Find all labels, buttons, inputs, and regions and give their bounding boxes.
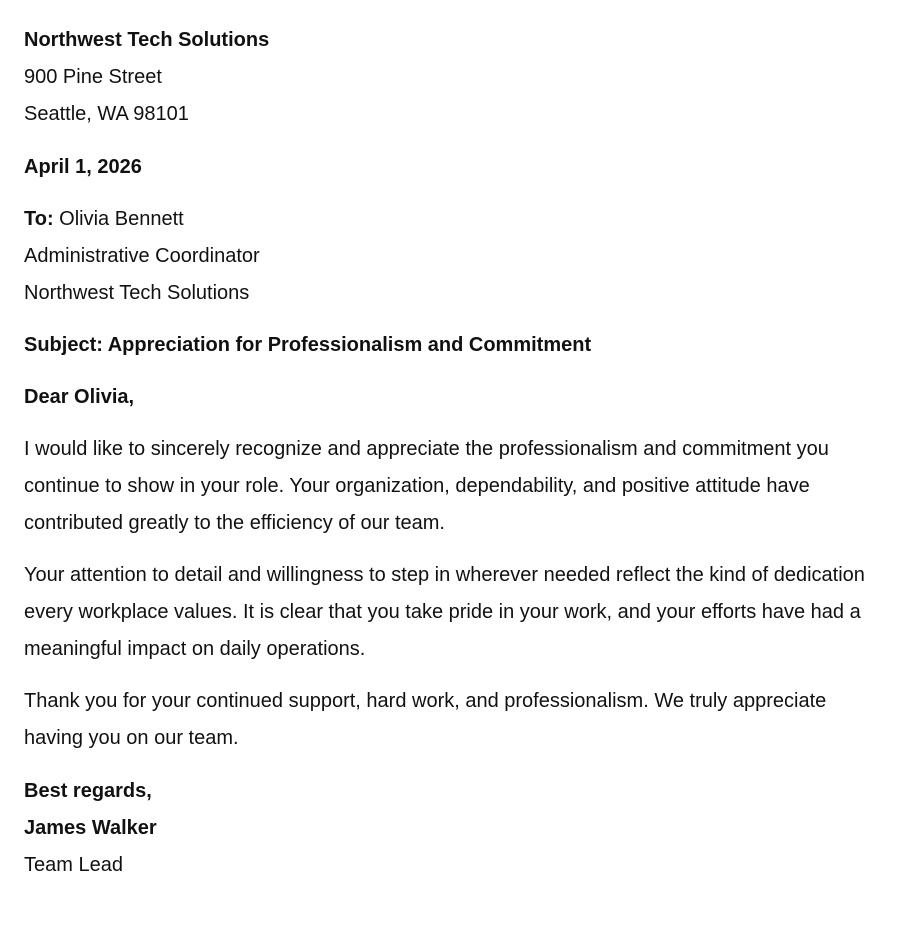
recipient-organization: Northwest Tech Solutions	[24, 282, 250, 304]
paragraph-text: Your attention to detail and willingness to step in wherever needed reflect the kind of dedication every workplace values. It is clear that you take pride in your work, and your efforts have had a meaningful impact on daily operations.	[24, 564, 865, 660]
paragraph-text: Thank you for your continued support, hard work, and professionalism. We truly appreciate having you on our team.	[24, 690, 827, 749]
recipient-name: Olivia Bennett	[53, 208, 184, 230]
letter-body	[24, 22, 876, 884]
closing-phrase: Best regards,	[24, 780, 152, 802]
subject-block	[24, 327, 876, 364]
date-block	[24, 149, 876, 186]
letter-date: April 1, 2026	[24, 156, 142, 178]
subject-line: Subject: Appreciation for Professionalism and Commitment	[24, 334, 592, 356]
body-paragraph-3	[24, 683, 876, 757]
signer-name: James Walker	[24, 817, 157, 839]
sender-city-state-zip: Seattle, WA 98101	[24, 103, 189, 125]
salutation-line: Dear Olivia,	[24, 386, 135, 408]
paragraph-text: I would like to sincerely recognize and appreciate the professionalism and commitment you continue to show in your role. Your organization, dependability, and positive attitude have contributed greatly to the efficiency of our team.	[24, 438, 829, 534]
body-paragraph-1	[24, 431, 876, 542]
closing-block	[24, 773, 876, 884]
recipient-block	[24, 201, 876, 312]
recipient-title: Administrative Coordinator	[24, 245, 260, 267]
sender-organization: Northwest Tech Solutions	[24, 29, 270, 51]
recipient-to-label: To:	[24, 208, 54, 230]
sender-street: 900 Pine Street	[24, 66, 162, 88]
body-paragraph-2	[24, 557, 876, 668]
sender-block	[24, 22, 876, 133]
salutation-block	[24, 379, 876, 416]
signer-title: Team Lead	[24, 854, 123, 876]
recipient-name-line	[24, 201, 876, 238]
